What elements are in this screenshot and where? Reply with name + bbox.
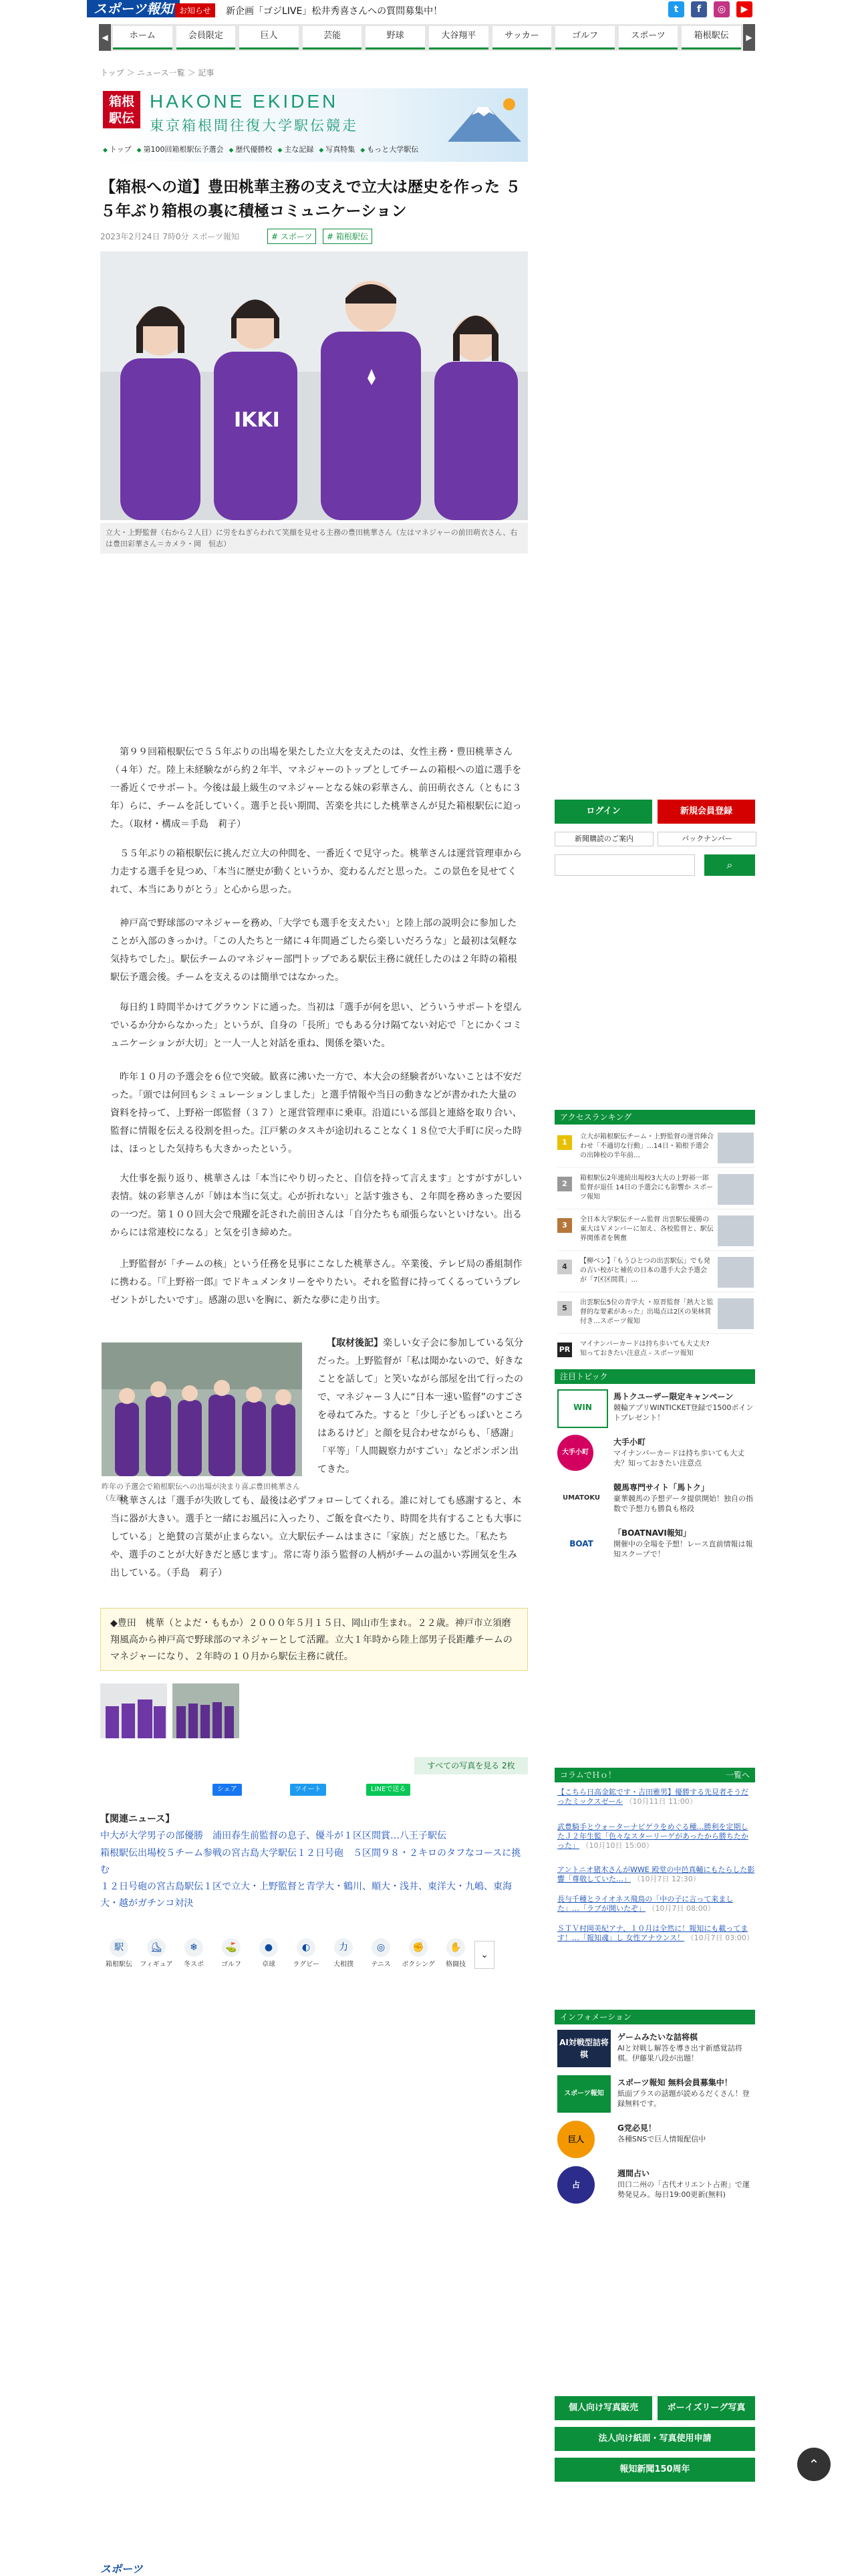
article-photo[interactable] bbox=[100, 251, 528, 520]
related-heading: 【関連ニュース】 bbox=[100, 1814, 175, 1825]
inline-photo[interactable] bbox=[102, 1342, 302, 1476]
article-paragraph: 神戸高で野球部のマネジャーを務め、「大学でも選手を支えたい」と陸上部の説明会に参加したことが入部のきっかけ。「この人たちと一緒に４年間過ごしたら楽しいだろうな」と最初は気軽な気持ちでした」。駅伝チームのマネジャー部門トップである駅伝主務に就任したのは２年時の箱根駅伝予選会後。チームを支えるのは簡単ではなかった。 bbox=[110, 918, 517, 983]
info-title: ゲームみたいな詰将棋 bbox=[617, 2032, 698, 2042]
photo-image bbox=[100, 251, 528, 520]
facebook-icon[interactable]: f bbox=[691, 1, 707, 17]
column-date: （10月7日 08:00） bbox=[648, 1904, 715, 1913]
info-item[interactable] bbox=[557, 2075, 755, 2117]
topic-desc: 豪華競馬の予想データ提供開始！独自の指数で予想力も勝負も格段 bbox=[613, 1494, 753, 1513]
column-title: アントニオ猪木さんがWWE 殿堂の中邑真輔にもたらした影響「尊敬していた…」 bbox=[557, 1865, 755, 1883]
rank-number: PR bbox=[557, 1342, 572, 1357]
column-more-link[interactable]: 一覧へ bbox=[725, 1770, 750, 1780]
sports-menu-item[interactable] bbox=[212, 1936, 250, 1978]
column-title: 長与千種とライオネス飛鳥の「中の子に言って来ました」…「ラブが開いたぞ」 bbox=[557, 1895, 734, 1913]
topic-logo: BOAT bbox=[557, 1526, 605, 1562]
info-item[interactable] bbox=[557, 2030, 755, 2071]
nav-item[interactable]: サッカー bbox=[492, 26, 552, 49]
top-bar bbox=[0, 0, 858, 20]
info-desc: 各種SNSで巨人情報配信中 bbox=[617, 2135, 706, 2143]
topic-logo: UMATOKU bbox=[557, 1480, 605, 1516]
topic-logo: 大手小町 bbox=[557, 1435, 593, 1471]
topic-logo: WIN bbox=[557, 1389, 608, 1428]
column-date: （10月7日 03:00） bbox=[686, 1934, 754, 1942]
rank-text: マイナンバーカードは持ち歩いても大丈夫?知っておきたい注意点 - スポーツ報知 bbox=[580, 1340, 710, 1357]
related-link[interactable]: 中大が大学男子の部優勝 浦田春生前監督の息子、優斗が１区区間賞…八王子駅伝 bbox=[100, 1831, 446, 1841]
corporate-usage-button[interactable]: 法人向け紙面・写真使用申請 bbox=[555, 2427, 755, 2451]
twitter-icon[interactable]: t bbox=[668, 1, 684, 17]
banner-title-jp: 東京箱根間往復大学駅伝競走 bbox=[150, 118, 358, 134]
sports-label: フィギュア bbox=[140, 1961, 173, 1968]
column-item[interactable] bbox=[557, 1924, 755, 1943]
rank-text: 立大が箱根駅伝チーム・上野監督の運営陣合わせ「不適切な行動」…14日・箱根予選会の出陣校の半年前… bbox=[580, 1133, 714, 1159]
nav-item[interactable]: スポーツ bbox=[619, 26, 678, 49]
sports-menu-item[interactable] bbox=[287, 1936, 325, 1978]
nav-item[interactable]: ゴルフ bbox=[555, 26, 615, 49]
nav-prev-icon[interactable]: ◀ bbox=[99, 24, 111, 51]
topic-desc: 競輪アプリWINTICKET登録で1500ポイントプレゼント！ bbox=[613, 1403, 754, 1422]
snowflake-icon: ❄ bbox=[184, 1938, 203, 1957]
postscript-text: 楽しい女子会に参加している気分だった。上野監督が「私は聞かないので、好きなことを話して」と笑いながら部屋を出て行ったので、マネジャー３人に“日本一速い監督”のすごさを尋ねてみた。すると「少し子どもっぽいところはあるけど」と顔を見合わせながらも、「感謝」「平等」「人間観察力がすごい」などポンポン出てきた。 bbox=[317, 1338, 523, 1475]
topic-item[interactable] bbox=[557, 1389, 755, 1431]
banner-link[interactable]: ◆ もっと大学駅伝 bbox=[360, 144, 418, 154]
mount-fuji-icon bbox=[448, 95, 521, 142]
topic-desc: 開催中の全場を予想！レース直前情報は報知スクープで！ bbox=[613, 1540, 753, 1558]
ranking-item[interactable] bbox=[557, 1171, 755, 1209]
info-title: 週間占い bbox=[617, 2169, 650, 2178]
info-desc: 紙面プラスの話題が読めるだくさん！登録無料です。 bbox=[617, 2089, 750, 2108]
article-date: 2023年2月24日 7時0分 bbox=[100, 232, 189, 241]
twitter-share-button[interactable]: ツイート bbox=[290, 1784, 326, 1796]
column-heading-label: コラムでＨｏ！ bbox=[560, 1770, 616, 1780]
rank-text: 【柳ベン】「もうひとつの出雲駅伝」でも発の古い校がと補佐の日本の選手大会予選会 が「7区区間賞」… bbox=[580, 1258, 710, 1284]
photo-caption: 立大・上野監督（右から２人目）に労をねぎらわれて笑顔を見せる主務の豊田桃華さん（左はマネジャーの前田萌衣さん、右は豊田彩華さん＝カメラ・岡 恒志） bbox=[100, 523, 528, 554]
topic-item[interactable] bbox=[557, 1480, 755, 1522]
nav-item[interactable]: 箱根駅伝 bbox=[682, 26, 741, 49]
topics-heading: 注目トピック bbox=[555, 1369, 755, 1384]
sports-label: 大相撲 bbox=[333, 1961, 353, 1968]
back-to-top-icon[interactable]: ⌃ bbox=[797, 2448, 831, 2481]
column-heading bbox=[555, 1768, 755, 1782]
breadcrumb-item: 記事 bbox=[198, 68, 214, 78]
ranking-item[interactable] bbox=[557, 1213, 755, 1251]
column-title: ＳＴＶ村岡美紀アナ、１０月は全然に！報知にも載ってます！…「報知魂」し 女性アナウンス！ bbox=[557, 1924, 748, 1942]
sports-label: ゴルフ bbox=[221, 1961, 241, 1968]
golf-icon: ⛳ bbox=[222, 1938, 241, 1957]
postscript-paragraph bbox=[317, 1334, 523, 1479]
banner-links bbox=[103, 140, 525, 158]
column-title: 武豊騎手とウォーターナビゲラをめぐる種…勝利を定期したＪ２年生監「色々なスターリーゲがあったから勝ちたかった」 bbox=[557, 1823, 748, 1850]
info-desc: AIと対戦し解答を導き出す新感覚詰将棋。伊藤果八段が出題！ bbox=[617, 2044, 742, 2063]
sports-menu-item[interactable] bbox=[138, 1936, 175, 1978]
article-paragraph: 上野監督が「チームの核」という任務を見事にこなした桃華さん。卒業後、テレビ局の番組制作に携わる。「『上野裕一郎』でドキュメンタリーをやりたい。それを監督に持ってくるっていうプレゼントがしたいです」。感謝の思いを胸に、新たな夢に走り出す。 bbox=[110, 1259, 523, 1306]
info-logo: AI対戦型詰将棋 bbox=[557, 2030, 611, 2067]
banner-link[interactable]: ◆ 主な記録 bbox=[277, 144, 313, 154]
search-icon: ⌕ bbox=[726, 858, 733, 871]
info-item[interactable] bbox=[557, 2166, 755, 2208]
banner-link[interactable]: ◆ 歴代優勝校 bbox=[229, 144, 273, 154]
info-item[interactable] bbox=[557, 2121, 755, 2162]
subscription-link[interactable]: 新聞購読のご案内 bbox=[555, 832, 654, 846]
column-date: （10月10日 15:00） bbox=[581, 1841, 654, 1850]
column-date: （10月7日 12:30） bbox=[633, 1875, 700, 1883]
nav-item[interactable]: ホーム bbox=[113, 26, 172, 49]
postscript-paragraph: 桃華さんは「選手が失敗しても、最後は必ずフォローしてくれる。誰に対しても感謝すると、本当に器が大きい。選手と一緒にお風呂に入ったり、ご飯を食べたり、時間を共有することも大事にしている」と絶賛の言葉が止まらない。立大駅伝チームはまさに「家族」だと感じた。「私たちや、選手のことが大好きだと感じます」。常に寄り添う監督の人柄がチームの温かい雰囲気を生み出している。（手島 莉子） bbox=[110, 1496, 522, 1578]
thumbnail-image bbox=[100, 1683, 167, 1738]
view-all-photos-button[interactable]: すべての写真を見る 2枚 bbox=[414, 1757, 528, 1774]
nav-item[interactable]: 野球 bbox=[366, 26, 425, 49]
anniversary-button[interactable]: 報知新聞150周年 bbox=[555, 2458, 755, 2482]
info-logo: スポーツ報知 bbox=[557, 2075, 611, 2113]
article-paragraph: ５５年ぶりの箱根駅伝に挑んだ立大の仲間を、一番近くで見守った。桃華さんは運営管理車から力走する選手を見つめ、「本当に歴史が動くというか、変わるんだと思った。この景色を見せてくれて、本当にありがとう」と心から思った。 bbox=[110, 848, 522, 895]
photo-thumbnail[interactable] bbox=[172, 1683, 239, 1738]
inline-photo-image bbox=[102, 1342, 302, 1476]
banner-title-en: HAKONE EKIDEN bbox=[150, 91, 339, 112]
ranking-item[interactable] bbox=[557, 1130, 755, 1168]
ranking-item[interactable] bbox=[557, 1296, 755, 1334]
line-share-button[interactable]: LINEで送る bbox=[366, 1784, 410, 1796]
rank-thumbnail bbox=[718, 1174, 754, 1205]
topic-title: 大手小町 bbox=[613, 1437, 646, 1447]
banner-link[interactable]: ◆ 第100回箱根駅伝予選会 bbox=[137, 144, 224, 154]
breadcrumb: トップ ＞ ニュース一覧 ＞ 記事 bbox=[100, 68, 214, 78]
article-source: スポーツ報知 bbox=[191, 232, 239, 241]
column-item[interactable] bbox=[557, 1865, 755, 1884]
related-link[interactable]: 箱根駅伝出場校５チーム参戦の宮古島大学駅伝１２日号砲 ５区間９８・２キロのタフなコースに挑む bbox=[100, 1848, 521, 1875]
info-heading: インフォメーション bbox=[555, 2010, 755, 2024]
sports-menu-item[interactable] bbox=[175, 1936, 212, 1978]
sports-menu-item[interactable] bbox=[100, 1936, 138, 1978]
sports-label: 格闘技 bbox=[446, 1961, 466, 1968]
info-logo: 巨人 bbox=[557, 2121, 595, 2158]
rank-text: 出雲駅伝5位の青学大 ・原晋監督「熱大と監督的な要素があった」出場点は2区の果林賞付き…スポーツ報知 bbox=[580, 1299, 714, 1325]
article-meta bbox=[100, 231, 239, 242]
nav-item[interactable]: 巨人 bbox=[239, 26, 299, 49]
sports-label: 卓球 bbox=[262, 1961, 275, 1968]
breadcrumb-item[interactable]: ニュース一覧 bbox=[137, 68, 185, 78]
rank-thumbnail bbox=[718, 1215, 754, 1246]
tennis-icon: ◎ bbox=[372, 1938, 390, 1957]
sports-menu-item[interactable] bbox=[437, 1936, 474, 1978]
rank-text: 箱根駅伝2年連続出場校3大大の上野裕一郎監督が退任 14日の予選会にも影響か スポーツ報知 bbox=[580, 1175, 714, 1201]
main-nav bbox=[99, 24, 755, 51]
topic-title: 競馬専門サイト「馬トク」 bbox=[613, 1483, 709, 1492]
info-desc: 田口二州の「古代オリエント占術」で運勢発見み。毎日19:00更新(無料) bbox=[617, 2180, 750, 2199]
sports-menu-item[interactable] bbox=[362, 1936, 400, 1978]
rank-number: 2 bbox=[557, 1177, 572, 1191]
facebook-share-button[interactable]: シェア bbox=[212, 1784, 242, 1796]
article-paragraph: 毎日約１時間半かけてグラウンドに通った。当初は「選手が何を思い、どういうサポートを望んでいるか分からなかった」というが、自身の「長所」でもある分け隔てない対応で「とにかくコミュニケーションが大切」と一人一人と対話を重ね、関係を築いた。 bbox=[110, 1002, 522, 1049]
sports-label: 箱根駅伝 bbox=[106, 1961, 132, 1968]
info-title: G党必見！ bbox=[617, 2123, 656, 2133]
column-item[interactable] bbox=[557, 1823, 755, 1851]
profile-box: ◆豊田 桃華（とよだ・ももか）２０００年５月１５日、岡山市生まれ。２２歳。神戸市立須磨翔風高から神戸高で野球部のマネジャーとして活躍。立大１年時から陸上部男子長距離チームのマネジャーになり、２年時の１０月から駅伝主務に就任。 bbox=[100, 1608, 528, 1671]
info-logo: 占 bbox=[557, 2166, 595, 2204]
info-title: スポーツ報知 無料会員募集中！ bbox=[617, 2078, 732, 2087]
ad-space bbox=[100, 562, 528, 729]
nav-item[interactable]: 大谷翔平 bbox=[429, 26, 488, 49]
boxing-icon: ✊ bbox=[409, 1938, 428, 1957]
column-title: 【こちら日高金鉱です・吉田雅男】優勝する先見者そうだったミックスゼール bbox=[557, 1788, 748, 1806]
rank-number: 4 bbox=[557, 1260, 572, 1274]
sports-label: 冬スポ bbox=[184, 1961, 204, 1968]
topic-title: 馬トクユーザー限定キャンペーン bbox=[613, 1392, 734, 1401]
sports-label: テニス bbox=[371, 1961, 391, 1968]
article-title: 【箱根への道】豊田桃華主務の支えで立大は歴史を作った ５５年ぶり箱根の裏に積極コミュニケーション bbox=[100, 179, 521, 220]
rank-text: 全日本大学駅伝チーム監督 出雲駅伝優勝の東大はＶメンバーに加え、各校監督と、駅伝界関係者を興奮 bbox=[580, 1216, 714, 1242]
search-button[interactable] bbox=[704, 854, 755, 876]
chevron-down-icon[interactable]: ⌄ bbox=[474, 1941, 494, 1969]
topic-item[interactable] bbox=[557, 1435, 755, 1476]
rank-number: 3 bbox=[557, 1218, 572, 1233]
martial-arts-icon: ✋ bbox=[446, 1938, 465, 1957]
ranking-item[interactable] bbox=[557, 1254, 755, 1292]
rank-number: 5 bbox=[557, 1301, 572, 1316]
login-button[interactable]: ログイン bbox=[555, 800, 652, 824]
postscript-label: 【取材後記】 bbox=[327, 1338, 383, 1349]
photo-thumbnail[interactable] bbox=[100, 1683, 167, 1738]
register-button[interactable]: 新規会員登録 bbox=[658, 800, 755, 824]
column-item[interactable] bbox=[557, 1788, 755, 1806]
hakone-badge: 箱根駅伝 bbox=[103, 91, 140, 128]
inline-photo-caption: 昨年の予選会で箱根駅伝への出場が決まり喜ぶ豊田桃華さん（左端） bbox=[102, 1482, 300, 1502]
sumo-icon: 力 bbox=[334, 1938, 353, 1957]
rank-thumbnail bbox=[718, 1133, 754, 1163]
sports-menu-item[interactable] bbox=[325, 1936, 362, 1978]
banner-link[interactable]: ◆ 写真特集 bbox=[319, 144, 355, 154]
notice-tag: お知らせ bbox=[175, 3, 215, 17]
thumbnail-image bbox=[172, 1683, 239, 1738]
nav-next-icon[interactable]: ▶ bbox=[743, 24, 755, 51]
banner-link[interactable]: ◆ トップ bbox=[103, 144, 132, 154]
sports-menu bbox=[100, 1936, 528, 1978]
tag-link[interactable]: # スポーツ bbox=[267, 229, 316, 244]
sports-label: ラグビー bbox=[293, 1961, 319, 1968]
ranking-heading: アクセスランキング bbox=[555, 1110, 755, 1125]
boys-league-photo-button[interactable]: ボーイズリーグ写真 bbox=[658, 2396, 755, 2420]
ekiden-icon: 駅 bbox=[110, 1938, 128, 1957]
rank-thumbnail bbox=[718, 1257, 754, 1288]
hakone-banner[interactable] bbox=[100, 88, 528, 162]
article-paragraph: 第９９回箱根駅伝で５５年ぶりの出場を果たした立大を支えたのは、女性主務・豊田桃華さん（４年）だ。陸上未経験ながら約２年半、マネジャーのトップとしてチームの箱根への道に選手を一番近くでサポート。今後は最上級生のマネジャーとなる妹の彩華さん、前田萌衣さん（ともに３年）らに、チームを託していく。選手と長い期間、苦楽を共にした桃華さんが見た箱根駅伝に迫った。（取材・構成＝手島 莉子） bbox=[110, 747, 522, 830]
notice-link[interactable]: 新企画「ゴジLIVE」松井秀喜さんへの質問募集中！ bbox=[226, 6, 443, 17]
footer-logo[interactable]: スポーツ bbox=[100, 2563, 143, 2575]
article-paragraph: 昨年１０月の予選会を６位で突破。歓喜に沸いた一方で、本大会の経験者がいないことは不安だった。「頭では何回もシミュレーションしました」と選手情報や当日の動きなどが書かれた大量の資料を持って、上野裕一郎監督（３７）と運営管理車に乗車。沿道にいる部員と連絡を取り合い、監督に情報を伝える役割を担った。江戸紫のタスキが途切れることなく１８位で大手町に戻った時は、ほっとした気持ちも大きかったという。 bbox=[110, 1072, 522, 1155]
tag-label: スポーツ bbox=[280, 232, 313, 241]
rank-thumbnail bbox=[718, 1298, 754, 1329]
topic-item[interactable] bbox=[557, 1526, 755, 1567]
sports-menu-item[interactable] bbox=[400, 1936, 437, 1978]
back-number-link[interactable]: バックナンバー bbox=[658, 832, 756, 846]
rugby-icon: ◐ bbox=[297, 1938, 315, 1957]
breadcrumb-item[interactable]: トップ bbox=[100, 68, 124, 78]
article-paragraph: 大仕事を振り返り、桃華さんは「本当にやり切ったと、自信を持って言えます」とすがすがしい表情。妹の彩華さんが「姉は本当に気丈。心が折れない」と話す強さも、２年間を務めきった要因の一つだ。第１００回大会で飛躍を託された前田さんは「自分たちも頑張らないといけない。出るからには常連校になる」と気を引き締めた。 bbox=[110, 1173, 522, 1238]
column-item[interactable] bbox=[557, 1895, 755, 1913]
topic-desc: マイナンバーカードは持ち歩いても大丈夫？知っておきたい注意点 bbox=[613, 1449, 745, 1468]
youtube-icon[interactable]: ▶ bbox=[736, 1, 752, 17]
site-logo[interactable]: スポーツ報知 bbox=[87, 0, 180, 17]
svg-text:IKKI: IKKI bbox=[234, 408, 280, 432]
nav-item[interactable]: 芸能 bbox=[303, 26, 362, 49]
column-date: （10月11日 11:00） bbox=[625, 1797, 697, 1806]
search-input[interactable] bbox=[555, 854, 695, 876]
tag-link[interactable]: # 箱根駅伝 bbox=[323, 229, 372, 244]
skate-icon: ⛸ bbox=[147, 1938, 166, 1957]
sports-label: ボクシング bbox=[402, 1961, 435, 1968]
photo-sales-button[interactable]: 個人向け写真販売 bbox=[555, 2396, 652, 2420]
sports-menu-item[interactable] bbox=[250, 1936, 287, 1978]
tag-label: 箱根駅伝 bbox=[335, 232, 368, 241]
table-tennis-icon: ● bbox=[259, 1938, 278, 1957]
topic-title: 「BOATNAVI報知」 bbox=[613, 1528, 691, 1538]
related-link[interactable]: １２日号砲の宮古島駅伝１区で立大・上野監督と青学大・鶴川、順大・浅井、東洋大・九嶋、東海大・越がガチンコ対決 bbox=[100, 1881, 512, 1909]
nav-item[interactable]: 会員限定 bbox=[176, 26, 236, 49]
rank-number: 1 bbox=[557, 1135, 572, 1150]
instagram-icon[interactable]: ◎ bbox=[714, 1, 730, 17]
